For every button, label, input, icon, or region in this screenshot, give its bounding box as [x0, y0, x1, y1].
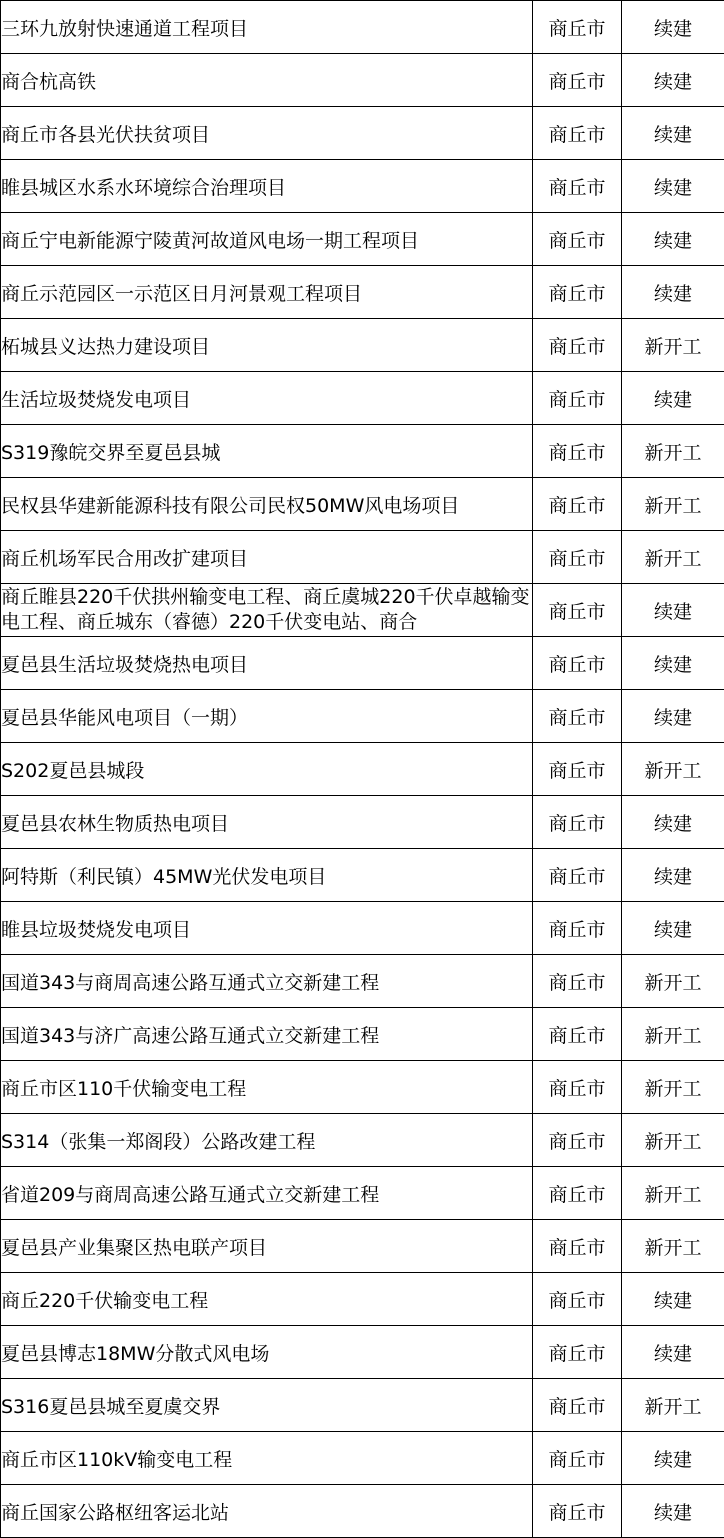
status-cell: 新开工: [622, 319, 724, 372]
city-cell: 商丘市: [533, 372, 622, 425]
city-cell: 商丘市: [533, 54, 622, 107]
project-name-cell: S319豫皖交界至夏邑县城: [1, 425, 533, 478]
status-cell: 续建: [622, 690, 724, 743]
status-cell: 续建: [622, 1432, 724, 1485]
table-row: [1, 1326, 724, 1379]
project-name-cell: 夏邑县华能风电项目（一期）: [1, 690, 533, 743]
status-cell: 续建: [622, 1485, 724, 1538]
table-row: [1, 1273, 724, 1326]
table-row: [1, 266, 724, 319]
project-name-cell: 商丘市区110kV输变电工程: [1, 1432, 533, 1485]
table-row: [1, 1114, 724, 1167]
project-name-cell: S316夏邑县城至夏虞交界: [1, 1379, 533, 1432]
project-name-cell: 商丘220千伏输变电工程: [1, 1273, 533, 1326]
table-row: [1, 1008, 724, 1061]
table-row: [1, 1167, 724, 1220]
city-cell: 商丘市: [533, 1008, 622, 1061]
table-row: [1, 690, 724, 743]
project-name-cell: 国道343与商周高速公路互通式立交新建工程: [1, 955, 533, 1008]
city-cell: 商丘市: [533, 1061, 622, 1114]
status-cell: 续建: [622, 637, 724, 690]
status-cell: 续建: [622, 1, 724, 54]
project-name-cell: 生活垃圾焚烧发电项目: [1, 372, 533, 425]
city-cell: 商丘市: [533, 1220, 622, 1273]
city-cell: 商丘市: [533, 796, 622, 849]
project-name-cell: 睢县垃圾焚烧发电项目: [1, 902, 533, 955]
city-cell: 商丘市: [533, 743, 622, 796]
city-cell: 商丘市: [533, 478, 622, 531]
city-cell: 商丘市: [533, 425, 622, 478]
status-cell: 续建: [622, 54, 724, 107]
status-cell: 续建: [622, 1273, 724, 1326]
project-name-cell: 商丘国家公路枢纽客运北站: [1, 1485, 533, 1538]
status-cell: 新开工: [622, 425, 724, 478]
table-row: [1, 478, 724, 531]
table-row: [1, 849, 724, 902]
status-cell: 新开工: [622, 1167, 724, 1220]
city-cell: 商丘市: [533, 213, 622, 266]
project-name-cell: 夏邑县生活垃圾焚烧热电项目: [1, 637, 533, 690]
city-cell: 商丘市: [533, 902, 622, 955]
city-cell: 商丘市: [533, 1485, 622, 1538]
status-cell: 新开工: [622, 1114, 724, 1167]
city-cell: 商丘市: [533, 1432, 622, 1485]
project-name-cell: 睢县城区水系水环境综合治理项目: [1, 160, 533, 213]
status-cell: 续建: [622, 849, 724, 902]
status-cell: 续建: [622, 902, 724, 955]
city-cell: 商丘市: [533, 319, 622, 372]
project-name-cell: 商丘宁电新能源宁陵黄河故道风电场一期工程项目: [1, 213, 533, 266]
project-name-cell: 夏邑县博志18MW分散式风电场: [1, 1326, 533, 1379]
city-cell: 商丘市: [533, 1379, 622, 1432]
table-row: [1, 1379, 724, 1432]
city-cell: 商丘市: [533, 160, 622, 213]
project-name-cell: 省道209与商周高速公路互通式立交新建工程: [1, 1167, 533, 1220]
status-cell: 新开工: [622, 1379, 724, 1432]
project-name-cell: 柘城县义达热力建设项目: [1, 319, 533, 372]
table-row: [1, 213, 724, 266]
project-name-cell: 商丘机场军民合用改扩建项目: [1, 531, 533, 584]
status-cell: 续建: [622, 372, 724, 425]
city-cell: 商丘市: [533, 531, 622, 584]
table-row: [1, 107, 724, 160]
table-row: [1, 1, 724, 54]
status-cell: 续建: [622, 1326, 724, 1379]
status-cell: 续建: [622, 584, 724, 637]
status-cell: 续建: [622, 107, 724, 160]
city-cell: 商丘市: [533, 1, 622, 54]
status-cell: 新开工: [622, 955, 724, 1008]
table-row: [1, 531, 724, 584]
project-name-cell: 三环九放射快速通道工程项目: [1, 1, 533, 54]
table-row: [1, 319, 724, 372]
project-name-cell: 夏邑县农林生物质热电项目: [1, 796, 533, 849]
city-cell: 商丘市: [533, 1114, 622, 1167]
status-cell: 续建: [622, 266, 724, 319]
city-cell: 商丘市: [533, 1167, 622, 1220]
status-cell: 续建: [622, 213, 724, 266]
table-row: [1, 425, 724, 478]
status-cell: 新开工: [622, 1220, 724, 1273]
city-cell: 商丘市: [533, 1273, 622, 1326]
table-row: [1, 160, 724, 213]
city-cell: 商丘市: [533, 955, 622, 1008]
table-row: [1, 372, 724, 425]
city-cell: 商丘市: [533, 1326, 622, 1379]
status-cell: 新开工: [622, 478, 724, 531]
status-cell: 新开工: [622, 743, 724, 796]
table-row: [1, 1220, 724, 1273]
project-name-cell: 商合杭高铁: [1, 54, 533, 107]
city-cell: 商丘市: [533, 690, 622, 743]
table-row: [1, 1485, 724, 1538]
table-row: [1, 955, 724, 1008]
table-row: [1, 1432, 724, 1485]
table-row: [1, 54, 724, 107]
project-name-cell: 商丘市区110千伏输变电工程: [1, 1061, 533, 1114]
table-row: [1, 1061, 724, 1114]
project-name-cell: S202夏邑县城段: [1, 743, 533, 796]
table-row: [1, 796, 724, 849]
city-cell: 商丘市: [533, 584, 622, 637]
city-cell: 商丘市: [533, 107, 622, 160]
project-name-cell: 阿特斯（利民镇）45MW光伏发电项目: [1, 849, 533, 902]
project-name-cell: S314（张集一郑阁段）公路改建工程: [1, 1114, 533, 1167]
project-name-cell: 国道343与济广高速公路互通式立交新建工程: [1, 1008, 533, 1061]
status-cell: 新开工: [622, 1061, 724, 1114]
table-row: [1, 637, 724, 690]
status-cell: 续建: [622, 796, 724, 849]
table-row: [1, 743, 724, 796]
status-cell: 续建: [622, 160, 724, 213]
table-row: [1, 584, 724, 637]
status-cell: 新开工: [622, 531, 724, 584]
city-cell: 商丘市: [533, 637, 622, 690]
city-cell: 商丘市: [533, 849, 622, 902]
city-cell: 商丘市: [533, 266, 622, 319]
status-cell: 新开工: [622, 1008, 724, 1061]
project-name-cell: 民权县华建新能源科技有限公司民权50MW风电场项目: [1, 478, 533, 531]
project-name-cell: 商丘示范园区一示范区日月河景观工程项目: [1, 266, 533, 319]
table-row: [1, 902, 724, 955]
project-name-cell: 夏邑县产业集聚区热电联产项目: [1, 1220, 533, 1273]
project-table-body: [1, 1, 724, 1538]
project-name-cell: 商丘睢县220千伏拱州输变电工程、商丘虞城220千伏卓越输变电工程、商丘城东（睿德）220千伏变电站、商合: [1, 584, 533, 637]
project-name-cell: 商丘市各县光伏扶贫项目: [1, 107, 533, 160]
